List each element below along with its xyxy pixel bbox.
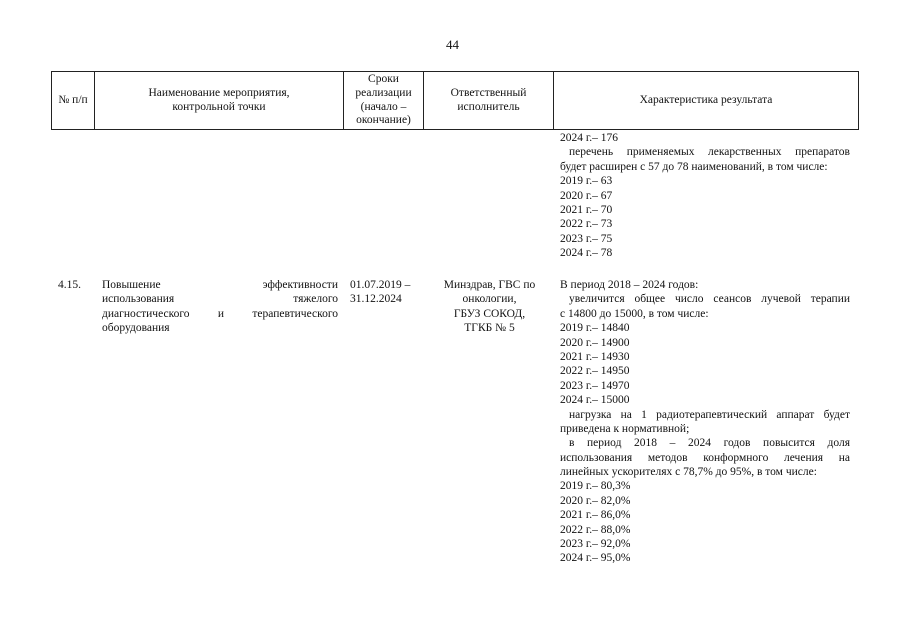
result-line: 2021 г.– 14930 bbox=[560, 350, 630, 363]
header-responsible bbox=[424, 71, 553, 130]
result-line: 2023 г.– 14970 bbox=[560, 379, 630, 392]
header-responsible-line: исполнитель bbox=[457, 100, 520, 113]
name-line: Повышение эффективности bbox=[102, 279, 338, 291]
page-number: 44 bbox=[446, 37, 459, 52]
row-number bbox=[58, 278, 92, 292]
responsible-line: ТГКБ № 5 bbox=[464, 322, 515, 335]
result-line: 2019 г.– 14840 bbox=[560, 322, 630, 335]
result-line: с 14800 до 15000, в том числе: bbox=[560, 307, 709, 320]
header-name bbox=[95, 71, 343, 130]
terms-line: 01.07.2019 – bbox=[350, 279, 411, 291]
result-line: в период 2018 – 2024 годов повысится доля bbox=[569, 437, 850, 450]
header-terms-line: Сроки bbox=[368, 73, 399, 86]
row-terms bbox=[350, 278, 422, 307]
result-line: нагрузка на 1 радиотерапевтический аппарат будет bbox=[569, 408, 850, 421]
result-line: В период 2018 – 2024 годов: bbox=[560, 279, 699, 291]
result-line: 2021 г.– 70 bbox=[560, 203, 613, 216]
result-line: 2020 г.– 14900 bbox=[560, 336, 630, 349]
result-line: использования методов конформного лечения на bbox=[560, 451, 850, 464]
responsible-line: ГБУЗ СОКОД, bbox=[453, 307, 526, 320]
row-result bbox=[560, 278, 850, 566]
responsible-line: онкологии, bbox=[462, 293, 517, 306]
col-divider bbox=[858, 71, 859, 130]
row-number-text: 4.15. bbox=[58, 279, 81, 291]
header-terms-line: окончание) bbox=[356, 114, 411, 127]
result-line: 2021 г.– 86,0% bbox=[560, 509, 631, 522]
header-terms-line: (начало – bbox=[360, 100, 407, 113]
result-line: 2024 г.– 78 bbox=[560, 247, 613, 260]
result-line: 2022 г.– 88,0% bbox=[560, 523, 631, 536]
name-line: оборудования bbox=[102, 322, 170, 335]
row-name bbox=[102, 278, 338, 336]
result-line: линейных ускорителях с 78,7% до 95%, в том числе: bbox=[560, 466, 817, 479]
result-line: 2020 г.– 82,0% bbox=[560, 494, 631, 507]
name-line: диагностического и терапевтического bbox=[102, 307, 338, 320]
result-line: 2022 г.– 14950 bbox=[560, 365, 630, 378]
continuation-result bbox=[560, 131, 850, 261]
header-num bbox=[52, 71, 94, 130]
result-line: 2024 г.– 95,0% bbox=[560, 552, 631, 565]
result-line: приведена к нормативной; bbox=[560, 422, 690, 435]
header-result bbox=[554, 71, 858, 130]
result-line: 2023 г.– 92,0% bbox=[560, 538, 631, 551]
result-line: 2019 г.– 80,3% bbox=[560, 480, 631, 493]
header-result-text: Характеристика результата bbox=[639, 93, 773, 106]
header-responsible-line: Ответственный bbox=[450, 86, 527, 99]
terms-line: 31.12.2024 bbox=[350, 293, 402, 306]
result-line: 2020 г.– 67 bbox=[560, 189, 613, 202]
result-line: перечень применяемых лекарственных препаратов bbox=[569, 146, 850, 159]
result-line: 2019 г.– 63 bbox=[560, 175, 613, 188]
header-terms-line: реализации bbox=[355, 86, 412, 99]
result-line: 2022 г.– 73 bbox=[560, 218, 613, 231]
header-terms bbox=[344, 71, 423, 130]
header-name-line: контрольной точки bbox=[172, 100, 266, 113]
header-name-line: Наименование мероприятия, bbox=[148, 86, 290, 99]
result-line: будет расширен с 57 до 78 наименований, в том числе: bbox=[560, 160, 828, 173]
result-line: 2023 г.– 75 bbox=[560, 232, 613, 245]
responsible-line: Минздрав, ГВС по bbox=[443, 279, 536, 291]
row-responsible bbox=[431, 278, 548, 336]
name-line: использования тяжелого bbox=[102, 293, 338, 306]
result-line: 2024 г.– 176 bbox=[560, 132, 619, 144]
header-num-text: № п/п bbox=[58, 93, 88, 106]
result-line: 2024 г.– 15000 bbox=[560, 394, 630, 407]
result-line: увеличится общее число сеансов лучевой терапии bbox=[569, 293, 850, 306]
